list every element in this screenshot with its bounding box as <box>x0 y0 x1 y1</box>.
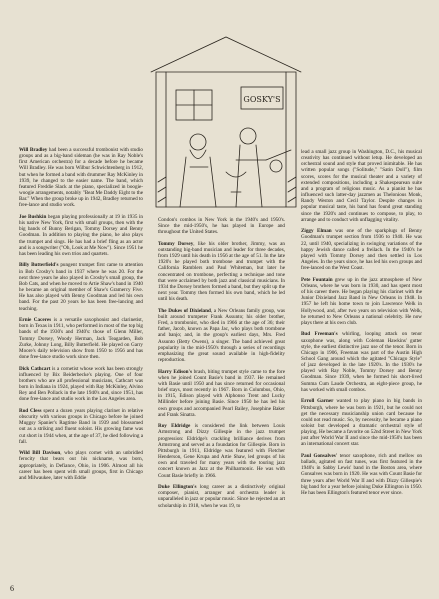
column-1 <box>19 147 143 486</box>
entry: Erroll Garner wanted to play piano in big bands in Pittsburgh, where he was born in 1921, but he could not get the necessary musicianship union card because he could not read music. So, by necessity, he became a piano soloist but developed a dramatic orchestral style of playing. He became a favorite on 52nd Street in New York just after World War II and since the mid-1950's has been an international concert star. <box>301 398 422 448</box>
entry: Roy Eldridge is considered the link between Louis Armstrong and Dizzy Gillespie in the jazz trumpet progression: Eldridge's crackling brilliance derives from Armstrong and served as a foundation for Gillespie. Born in Pittsburgh in 1911, Eldridge was featured with Fletcher Henderson, Gene Krupa and Artie Shaw, led groups of his own and traveled for many years with the touring jazz concert known as Jazz at the Philharmonic. He was with Count Basie briefly in 1966. <box>158 423 285 479</box>
entry: Joe Bushkin began playing professionally at 19 in 1935 in his native New York, first with small groups, then with the big bands of Bunny Berigan, Tommy Dorsey and Benny Goodman. In addition to playing the piano, he also plays the trumpet and sings. He has had a brief fling as an actor and is a songwriter ("Oh, Look at Me Now"). Since 1951 he has been leading his own trios and quartets. <box>19 213 143 257</box>
entry: Ernie Caceres is a versatile saxophonist and clarinetist, born in Texas in 1911, who performed in most of the top big bands of the 1930's and 1940's: those of Glenn Miller, Tommy Dorsey, Woody Herman, Jack Teagarden, Bob Zurke, Johnny Long, Billy Butterfield. He played on Garry Moore's daily television show from 1950 to 1956 and has done free-lance studio work since then. <box>19 317 143 361</box>
entry: Bud Freeman's whirling, looping attack on tenor saxophone was, along with Coleman Hawkins' gutter style, the earliest distinctive jazz use of the tenor. Born in Chicago in 1906, Freeman was part of the Austin High School Gang around which the agitated "Chicago Style" of jazz developed in the late 1920's. In the 1930's he played with Ray Noble, Tommy Dorsey and Benny Goodman. Since 1939, when he formed his short-lived Summa Cum Laude Orchestra, an eight-piece group, he has worked with small combos. <box>301 331 422 393</box>
column-3 <box>301 149 422 501</box>
entry: Tommy Dorsey, like his older brother, Jimmy, was an outstanding big-band musician and leader for three decades, from 1929 until his death in 1956 at the age of 51. In the late 1920's he played both trombone and trumpet with the California Ramblers and Paul Whiteman, but later he concentrated on trombone, perfecting a technique and tone that were acclaimed by both jazz and classical musicians. In 1934 the Dorsey brothers formed a band, but they split up the next year. Tommy then formed his own band, which he led until his death. <box>158 240 285 303</box>
entry: Harry Edison's brash, biting trumpet style came to the fore when he joined Count Basie's band in 1937. He remained with Basie until 1950 and has since returned for occasional brief stays, most recently in 1967. Born in Columbus, Ohio, in 1915, Edison played with Alphonso Trent and Lucky Millinder before joining Basie. Since 1950 he has led his own groups and accompanied Pearl Bailey, Josephine Baker and Frank Sinatra. <box>158 368 285 418</box>
entry: Dick Cathcart is a cornetist whose work has been strongly influenced by Bix Beiderbecke's playing. One of four brothers who are all professional musicians, Cathcart was born in Indiana in 1924, played with Ray McKinley, Alvino Rey and Ben Pollack in the late 1940's and, since 1951, has done free-lance and studio work in the Los Angeles area. <box>19 365 143 403</box>
entry: Ziggy Elman was one of the sparkplugs of Benny Goodman's trumpet section from 1936 to 1940. He was 22, until 1940, specializing in swinging variations of the happy Jewish dance called a freilach. In the 1940's he played with Tommy Dorsey and then settled in Los Angeles. In the years since, he has led his own groups and free-lanced on the West Coast. <box>301 228 422 272</box>
sign-text: GOSKY'S <box>243 95 281 104</box>
entry: Duke Ellington's long career as a distinctively original composer, pianist, arranger and orchestra leader is unparalleled in jazz or popular music. Since he rejected an art scholarship in 1918, when he was 19, to <box>158 484 285 509</box>
entry: Billy Butterfield's pungent trumpet first came to attention in Bob Crosby's band in 1937 where he was 20. For the next three years he also played in Crosby's small group, the Bob Cats, and when he moved to Artie Shaw's band in 1940 he became an original member of Shaw's Gramercy Five. He has also played with Benny Goodman and led his own band. For the past 20 years he has been free-lancing and teaching. <box>19 262 144 312</box>
entry: Will Bradley had been a successful trombonist with studio groups and as a big-band sideman (he was in Ray Noble's first American orchestra) for a decade before he became Will Bradley. He was born Wilbur Schwichtenberg in 1912, but when he formed a band with drummer Ray McKinley in 1939, he changed to the easier name. The band, which featured Freddie Slack at the piano, specialized in boogie-woogie arrangements, notably "Beat Me Daddy Eight to the Bar." When the group broke up in 1942, Bradley returned to free-lance and studio work. <box>19 147 143 209</box>
page-number: 6 <box>10 584 14 593</box>
entry: Wild Bill Davison, who plays cornet with an unbridled ferocity that bears out his nickname, was born, appropriately, in Defiance, Ohio, in 1906. Almost all his career has been spent with small groups, first in Chicago and Milwaukee, later with Eddie <box>19 450 143 481</box>
entry: The Dukes of Dixieland, a New Orleans family group, was built around trumpeter Frank Assunto; his older brother, Fred, a trombonist, who died in 1966 at the age of 36; their father, Jacob, known as Papa Jac, who plays both trombone and banjo; and, in the group's earliest days, Mrs. Fred Assunto (Betty Owens), a singer. The band achieved great popularity in the mid-1950's through a series of recordings emphasizing the great sound available in high-fidelity reproduction. <box>158 307 285 364</box>
entry: lead a small jazz group in Washington, D.C., his musical creativity has continued without letup. He developed an orchestral sound and style that proved inimitable. He has written popular songs ("Solitude," "Satin Doll"), film scores, scores for the musical theater and a variety of extended compositions, including a Shakespearean suite and a program of religious music. As a pianist he has influenced such latter-day jazzmen as Thelonious Monk, Randy Weston and Cecil Taylor. Despite changes in popular musical taste, his band has found great standing since the 1920's and continues to compose, to play, to arrange and to conduct with unflagging vitality. <box>301 149 422 223</box>
entry: Pete Fountain grew up in the jazz atmosphere of New Orleans, where he was born in 1930, and has spent most of his career there. He began playing his clarinet with the Junior Dixieland Jazz Band in New Orleans in 1948. In 1957 he left his home town to join Lawrence Welk in Hollywood, and, after two years on television with Welk, he returned to New Orleans a national celebrity. He now plays there at his own club. <box>301 276 423 326</box>
entry: Paul Gonsalves' tenor saxophone, rich and mellow on ballads, agitated on fast tunes, was first featured in the 1940's in Sabby Lewis' band in the Boston area, where Gonsalves was born in 1920. He was with Count Basie for three years after World War II and with Dizzy Gillespie's big band for a year before joining Duke Ellington in 1950. He has been Ellington's featured tenor ever since. <box>301 452 422 496</box>
column-2 <box>158 217 285 514</box>
entry: Rod Cless spent a dozen years playing clarinet in relative obscurity with various groups in Chicago before he joined Muggsy Spanier's Ragtime Band in 1939 and blossomed out as a striking and fluent soloist. His growing fame was cut short in 1944 when, at the age of 37, he died following a fall. <box>19 407 143 445</box>
band-illustration <box>146 32 306 215</box>
entry: Condon's combos in New York in the 1940's and 1950's. Since the mid-1950's, he has played in Europe and throughout the United States. <box>158 217 285 236</box>
